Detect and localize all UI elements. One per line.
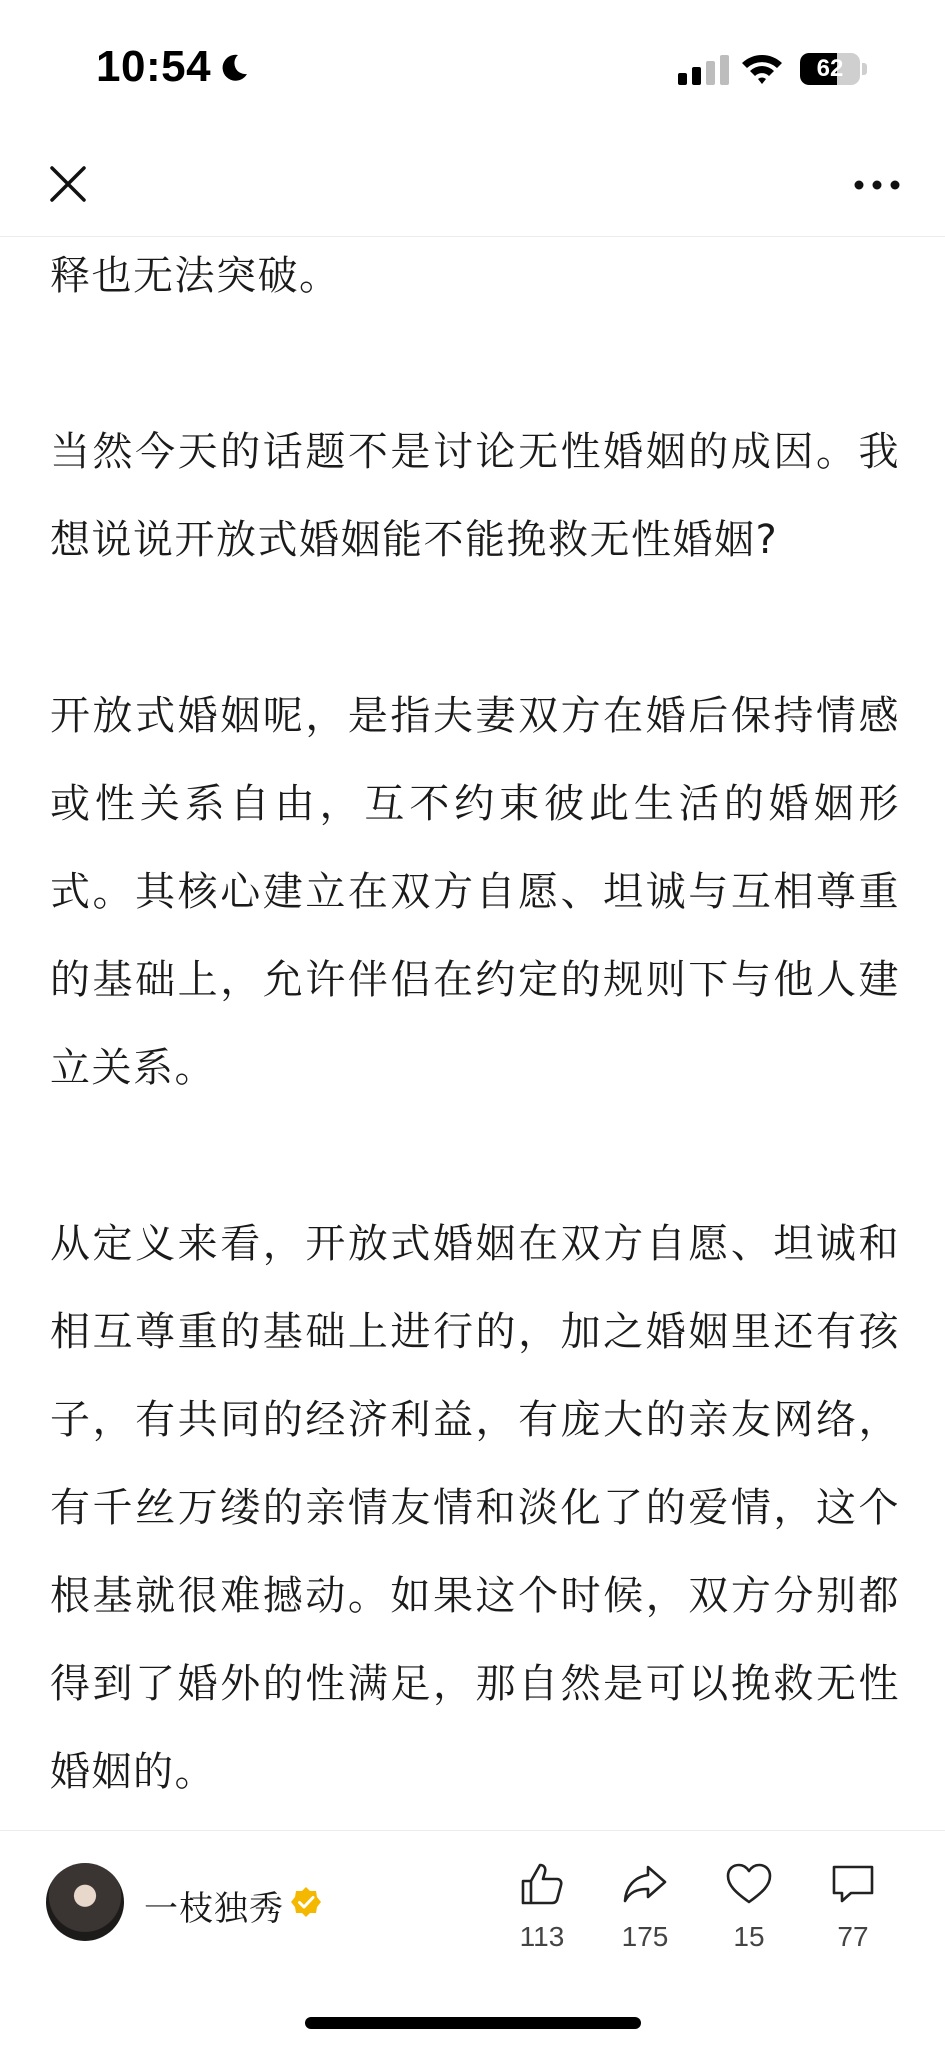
wifi-icon (740, 52, 784, 86)
cellular-signal-icon (678, 55, 730, 85)
article-paragraph: 当然今天的话题不是讨论无性婚姻的成因。我想说说开放式婚姻能不能挽救无性婚姻? (50, 429, 900, 563)
comment-button[interactable] (808, 1859, 898, 1969)
nav-bar (0, 140, 945, 237)
like-button[interactable] (497, 1859, 587, 1969)
home-indicator[interactable] (305, 2017, 641, 2029)
verified-icon (290, 1886, 322, 1918)
favorite-count: 15 (733, 1921, 765, 1952)
article-content (50, 236, 900, 1830)
author-name[interactable]: 一枝独秀 (144, 1889, 284, 1929)
more-icon[interactable] (852, 170, 902, 200)
share-button[interactable] (600, 1859, 690, 1969)
author-avatar[interactable] (46, 1863, 124, 1941)
thumbs-up-icon (517, 1859, 567, 1909)
battery-indicator (800, 53, 868, 85)
share-count: 175 (621, 1921, 669, 1952)
moon-icon (218, 52, 250, 84)
status-bar (0, 0, 945, 140)
status-time: 10:54 (96, 42, 212, 91)
bottom-action-bar (0, 1830, 945, 2048)
article-paragraph: 开放式婚姻呢，是指夫妻双方在婚后保持情感或性关系自由，互不约束彼此生活的婚姻形式。其核心建立在双方自愿、坦诚与互相尊重的基础上，允许伴侣在约定的规则下与他人建立关系。 (50, 693, 900, 1091)
battery-level-text: 62 (816, 55, 844, 82)
article-paragraph: 释也无法突破。 (50, 253, 341, 299)
article-paragraph: 从定义来看，开放式婚姻在双方自愿、坦诚和相互尊重的基础上进行的，加之婚姻里还有孩子，有共同的经济利益，有庞大的亲友网络，有千丝万缕的亲情友情和淡化了的爱情，这个根基就很难撼动。如果这个时候，双方分别都得到了婚外的性满足，那自然是可以挽救无性婚姻的。 (50, 1221, 900, 1795)
battery-tip (862, 63, 867, 75)
like-count: 113 (519, 1921, 565, 1952)
comment-count: 77 (837, 1921, 869, 1952)
heart-icon (724, 1859, 774, 1909)
share-icon (620, 1859, 670, 1909)
comment-icon (828, 1859, 878, 1909)
battery-body (800, 53, 860, 85)
favorite-button[interactable] (704, 1859, 794, 1969)
close-icon[interactable] (44, 160, 92, 208)
